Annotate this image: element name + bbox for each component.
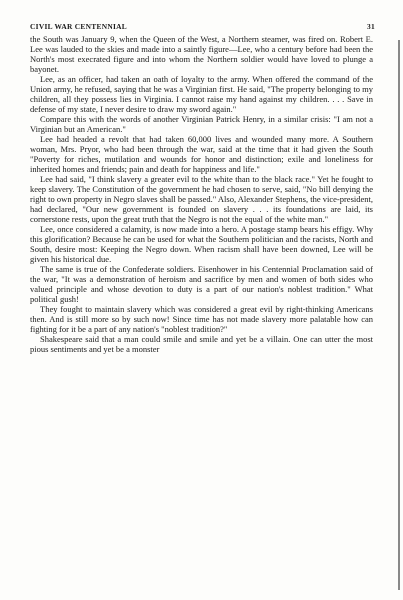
paragraph: Compare this with the words of another Virginian Patrick Henry, in a similar crisis: "I am not a Virginian but an American.": [30, 114, 373, 135]
running-header: [30, 22, 375, 34]
running-title: CIVIL WAR CENTENNIAL: [30, 22, 128, 31]
page-number: 31: [367, 22, 375, 31]
binding-edge-shadow: [398, 40, 400, 590]
paragraph: Shakespeare said that a man could smile and smile and yet be a villain. One can utter the most pious sentiments and yet be a monster: [30, 334, 373, 355]
paragraph: They fought to maintain slavery which was considered a great evil by right-thinking Americans then. And is still more so by such now! Since time has not made slavery more palatable how can fighting for it be a part of any nation's "noblest tradition?": [30, 304, 373, 335]
paragraph: Lee had said, "I think slavery a greater evil to the white than to the black race." Yet he fought to keep slavery. The Constitution of the government he had chosen to serve, said, "No bill denying the right to own property in Negro slaves shall be passed." Also, Alexander Stephens, the vice-president, had declared, "Our new government is founded on slavery . . . its foundations are laid, its cornerstone rests, upon the great truth that the Negro is not the equal of the white man.": [30, 174, 373, 225]
paragraph: Lee had headed a revolt that had taken 60,000 lives and wounded many more. A Southern woman, Mrs. Pryor, who had been through the war, said at the time that it had given the South "Poverty for riches, mutilation and wounds for honor and distinction; exile and loneliness for inherited homes and friends; pain and death for happiness and life.": [30, 134, 373, 175]
paragraph: the South was January 9, when the Queen of the West, a Northern steamer, was fired on. Robert E. Lee was lauded to the skies and made into a saintly figure—Lee, who a century before had been the North's most execrated figure and into whom the Northern soldier would have loved to plunge a bayonet.: [30, 34, 373, 75]
page-body: [30, 34, 373, 590]
paragraph: Lee, once considered a calamity, is now made into a hero. A postage stamp bears his effigy. Why this glorification? Because he can be used for what the Southern politician and the racists, North and South, desire most: Keeping the Negro down. When racism shall have been downed, Lee will be given his historical due.: [30, 224, 373, 265]
paragraph: Lee, as an officer, had taken an oath of loyalty to the army. When offered the command of the Union army, he refused, saying that he was a Virginian first. He said, "The property belonging to my children, all they possess lies in Virginia. I cannot raise my hand against my children. . . . Save in defense of my state, I never desire to draw my sword again.": [30, 74, 373, 115]
paragraph: The same is true of the Confederate soldiers. Eisenhower in his Centennial Proclamation said of the war, "It was a demonstration of heroism and sacrifice by men and women of both sides who valued principle and whose devotion to duty is a part of our nation's noblest tradition." What political gush!: [30, 264, 373, 305]
